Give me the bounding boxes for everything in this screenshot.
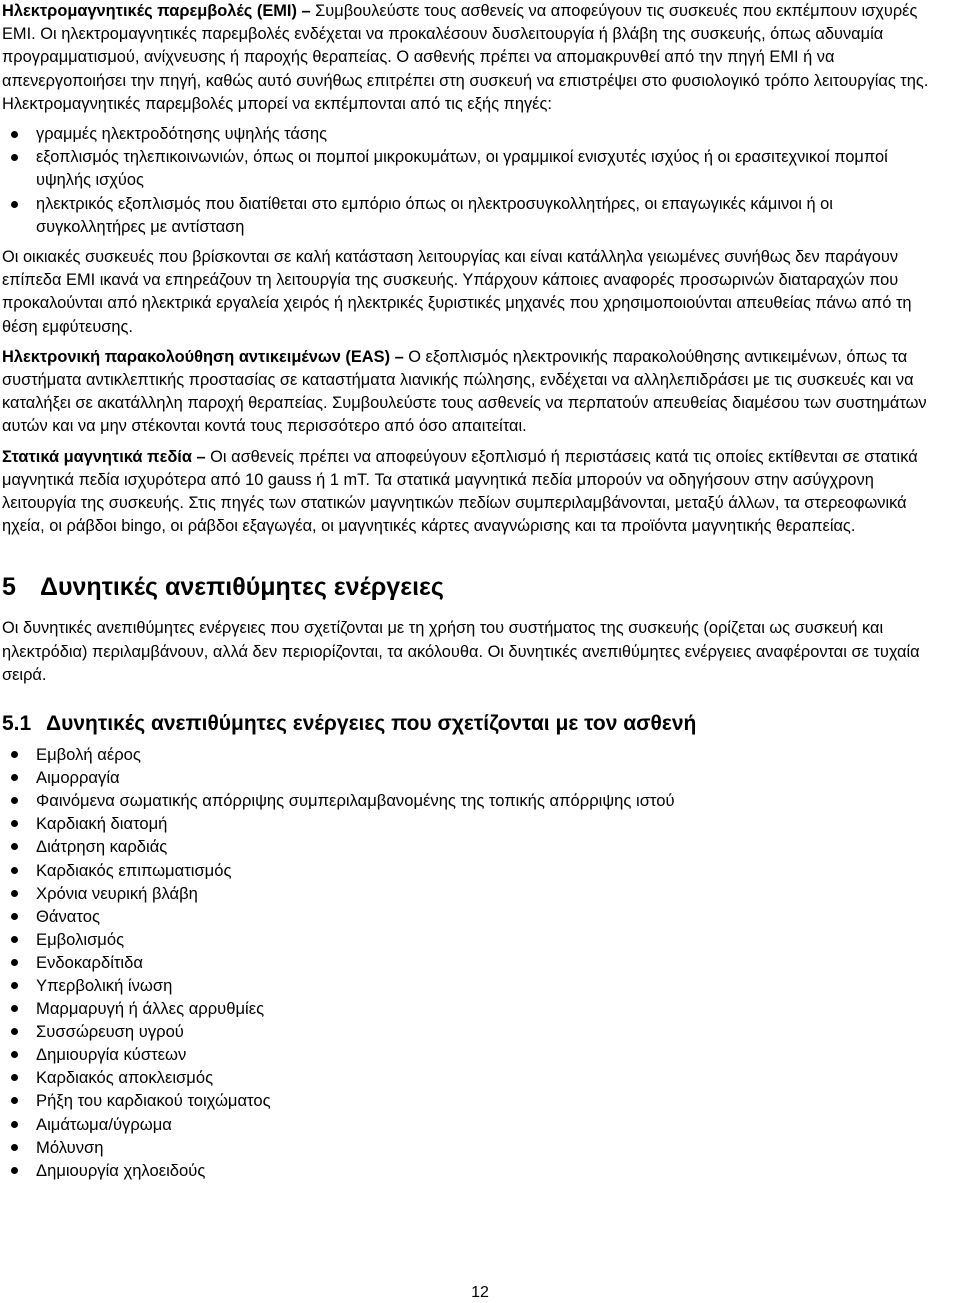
list-item: Χρόνια νευρική βλάβη [2,882,932,905]
static-magnetic-paragraph [2,446,932,539]
list-item: γραμμές ηλεκτροδότησης υψηλής τάσης [2,123,932,146]
subsection-number: 5.1 [2,712,32,736]
emi-text: Συμβουλεύστε τους ασθενείς να αποφεύγουν τις συσκευές που εκπέμπουν ισχυρές EMI. Οι ηλεκτρομαγνητικές παρεμβολές ενδέχεται να προκαλέσουν δυσλειτουργία ή βλάβη της συσκευής, όπως αδυναμία προγραμματισμού, ανίχνευσης ή παροχής θεραπείας. Ο ασθενής πρέπει να απομακρυνθεί από την πηγή EMI ή να απενεργοποιήσει την πηγή, καθώς αυτό συνήθως επιτρέπει στη συσκευή να επιστρέψει στο φυσιολογικό τρόπο λειτουργίας της. Ηλεκτρομαγνητικές παρεμβολές μπορεί να εκπέμπονται από τις εξής πηγές: [2,2,929,113]
emi-title: Ηλεκτρομαγνητικές παρεμβολές (EMI) – [2,2,311,20]
eas-title: Ηλεκτρονική παρακολούθηση αντικειμένων (EAS) – [2,347,404,366]
patient-adverse-effects-list [2,743,932,1182]
list-item: Ρήξη του καρδιακού τοιχώματος [2,1089,932,1112]
emi-household-paragraph: Οι οικιακές συσκευές που βρίσκονται σε καλή κατάσταση λειτουργίας και είναι κατάλληλα γειωμένες συνήθως δεν παράγουν επίπεδα EMI ικανά να επηρεάζουν τη λειτουργία της συσκευής. Υπάρχουν κάποιες αναφορές προσωρινών διαταραχών που προκαλούνται από ηλεκτρικά εργαλεία χειρός ή ηλεκτρικές ξυριστικές μηχανές που χρησιμοποιούνται απευθείας πάνω από τη θέση εμφύτευσης. [2,248,912,336]
list-item: Εμβολή αέρος [2,743,932,766]
list-item: Δημιουργία χηλοειδούς [2,1159,932,1182]
list-item: Αιμάτωμα/ύγρωμα [2,1113,932,1136]
page-number: 12 [471,1284,489,1301]
list-item: Μόλυνση [2,1136,932,1159]
list-item: Καρδιακός επιπωματισμός [2,859,932,882]
static-magnetic-text: Οι ασθενείς πρέπει να αποφεύγουν εξοπλισμό ή περιστάσεις κατά τις οποίες εκτίθενται σε στατικά μαγνητικά πεδία ισχυρότερα από 10 gauss ή 1 mT. Τα στατικά μαγνητικά πεδία μπορούν να οδηγήσουν στην ασύγχρονη λειτουργία της συσκευής. Στις πηγές των στατικών μαγνητικών πεδίων συμπεριλαμβάνονται, μεταξύ άλλων, τα στερεοφωνικά ηχεία, οι ράβδοι bingo, οι ράβδοι εξαγωγέα, οι μαγνητικές κάρτες αναγνώρισης και τα προϊόντα μαγνητικής θεραπείας. [2,447,918,536]
list-item: Εμβολισμός [2,928,932,951]
emi-sources-list [2,123,932,239]
section-5-heading [2,572,932,602]
list-item: Αιμορραγία [2,766,932,789]
section-number: 5 [2,573,16,602]
list-item: εξοπλισμός τηλεπικοινωνιών, όπως οι πομποί μικροκυμάτων, οι γραμμικοί ενισχυτές ισχύος ή οι ερασιτεχνικοί πομποί υψηλής ισχύος [2,146,932,192]
section-5-1-heading [2,711,932,737]
section-5-intro: Οι δυνητικές ανεπιθύμητες ενέργειες που σχετίζονται με τη χρήση του συστήματος της συσκευής (ορίζεται ως συσκευή και ηλεκτρόδια) περιλαμβάνουν, αλλά δεν περιορίζονται, τα ακόλουθα. Οι δυνητικές ανεπιθύμητες ενέργειες αναφέρονται σε τυχαία σειρά. [2,619,920,684]
list-item: Καρδιακός αποκλεισμός [2,1066,932,1089]
emi-paragraph [2,0,932,116]
list-item: ηλεκτρικός εξοπλισμός που διατίθεται στο εμπόριο όπως οι ηλεκτροσυγκολλητήρες, οι επαγωγικές κάμινοι ή οι συγκολλητήρες με αντίσταση [2,193,932,239]
list-item: Συσσώρευση υγρού [2,1020,932,1043]
list-item: Υπερβολική ίνωση [2,974,932,997]
subsection-title: Δυνητικές ανεπιθύμητες ενέργειες που σχετίζονται με τον ασθενή [46,712,697,736]
list-item: Θάνατος [2,905,932,928]
list-item: Διάτρηση καρδιάς [2,835,932,858]
list-item: Μαρμαρυγή ή άλλες αρρυθμίες [2,997,932,1020]
eas-text: Ο εξοπλισμός ηλεκτρονικής παρακολούθησης αντικειμένων, όπως τα συστήματα αντικλεπτικής προστασίας σε καταστήματα λιανικής πώλησης, ενδέχεται να αλληλεπιδράσει με τις συσκευές και να καταλήξει σε ακατάλληλη παροχή θεραπείας. Συμβουλεύστε τους ασθενείς να περπατούν απευθείας διαμέσου των συστημάτων αυτών και να μην στέκονται κοντά τους περισσότερο από όσο απαιτείται. [2,347,927,436]
section-title: Δυνητικές ανεπιθύμητες ενέργειες [40,573,444,602]
list-item: Φαινόμενα σωματικής απόρριψης συμπεριλαμβανομένης της τοπικής απόρριψης ιστού [2,789,932,812]
list-item: Καρδιακή διατομή [2,812,932,835]
list-item: Δημιουργία κύστεων [2,1043,932,1066]
static-magnetic-title: Στατικά μαγνητικά πεδία – [2,447,206,466]
list-item: Ενδοκαρδίτιδα [2,951,932,974]
eas-paragraph [2,346,932,439]
